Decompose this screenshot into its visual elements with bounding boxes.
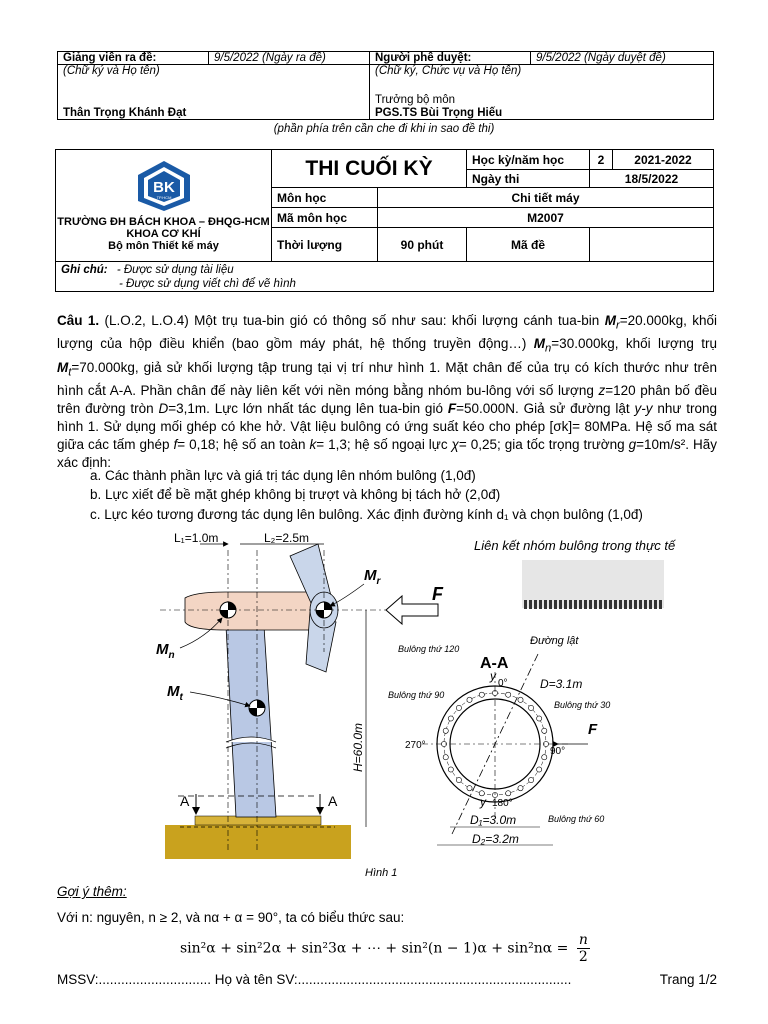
- bolt-hole: [506, 791, 511, 796]
- footer: [57, 972, 717, 987]
- option-b: b. Lực xiết để bề mặt ghép không bị trượt và không bị tách hở (2,0đ): [90, 487, 501, 503]
- bolt-hole: [467, 697, 472, 702]
- label-bolt-60: Bulông thứ 60: [548, 814, 605, 824]
- lecturer-sign-note: (Chữ ký và Họ tên): [63, 65, 160, 77]
- real-bolt: [544, 600, 547, 609]
- mass-marker-mr: [316, 602, 332, 618]
- logo-text: BK: [152, 179, 175, 196]
- question-text-3: =30.000kg, khối lượng trụ: [551, 336, 717, 352]
- note-1: - Được sử dụng tài liệu: [116, 263, 234, 276]
- question-text-11: = 0,25; gia tốc trọng trường: [458, 436, 625, 452]
- approver-label: Người phê duyệt:: [370, 52, 531, 65]
- real-bolt: [619, 600, 622, 609]
- duration-value: 90 phút: [378, 228, 467, 262]
- label-f-section: F: [588, 721, 598, 738]
- label-deg-180: 180°: [492, 798, 513, 809]
- dim-h: H=60.0m: [351, 722, 365, 772]
- label-bolt-90: Bulông thứ 90: [388, 690, 445, 700]
- option-c: c. Lực kéo tương đương tác dụng lên bulông. Xác định đường kính d₁ và chọn bulông (1,0đ): [90, 506, 643, 522]
- real-bolt: [584, 600, 587, 609]
- version-value: [590, 228, 714, 262]
- year-value: 2021-2022: [613, 150, 714, 170]
- real-bolt: [574, 600, 577, 609]
- bolt-hole: [467, 786, 472, 791]
- footer-student-id: MSSV:..............................: [57, 972, 212, 987]
- lecturer-sign-cell: [58, 65, 370, 120]
- bolt-hole: [456, 777, 461, 782]
- real-bolt: [654, 600, 657, 609]
- approval-table: [57, 51, 714, 120]
- label-deg-270: 270°: [405, 740, 426, 751]
- notes-cell: [56, 262, 714, 292]
- semester-value: 2: [590, 150, 613, 170]
- bolt-hole: [506, 692, 511, 697]
- question-outcomes: (L.O.2, L.O.4): [104, 313, 189, 328]
- mass-marker-mt: [249, 700, 265, 716]
- force-arrow: [386, 596, 438, 624]
- bolt-hole: [542, 728, 547, 733]
- bolt-hole: [518, 786, 523, 791]
- semester-label: Học kỳ/năm học: [467, 150, 590, 170]
- label-bolt-120: Bulông thứ 120: [398, 644, 460, 654]
- label-d1: D₁=3.0m: [470, 813, 517, 827]
- notes-label: Ghi chú:: [61, 263, 108, 276]
- bolt-hole: [448, 716, 453, 721]
- hint-line: Với n: nguyên, n ≥ 2, và nα + α = 90°, ta có biểu thức sau:: [57, 910, 405, 925]
- question-text-2: =20.000kg, khối lượng của hộp điều khiển (bao gồm máy phát, hệ thống truyền động…): [57, 313, 718, 352]
- question-text-7: =50.000N. Giả sử đường lật: [456, 401, 630, 417]
- duration-label: Thời lượng: [272, 228, 378, 262]
- label-tipping-line: Đường lật: [530, 635, 579, 647]
- approver-date: 9/5/2022 (Ngày duyệt đề): [531, 52, 714, 65]
- approver-sign-cell: [370, 65, 714, 120]
- real-bolt: [594, 600, 597, 609]
- question-text-10: = 1,3; hệ số ngoại lực: [316, 436, 448, 452]
- code-label: Mã môn học: [272, 208, 378, 228]
- bolt-hole: [528, 705, 533, 710]
- real-flange: [522, 560, 664, 608]
- question-text-12: =10m/s². Hãy xác định:: [57, 436, 717, 470]
- tower: [226, 626, 276, 817]
- faculty-name: KHOA CƠ KHÍ: [126, 228, 201, 240]
- approver-sign-note: (Chữ ký, Chức vụ và Họ tên): [375, 65, 522, 77]
- bolt-hole: [537, 767, 542, 772]
- question-text-9: = 0,18; hệ số an toàn: [177, 436, 306, 452]
- version-label: Mã đề: [467, 228, 590, 262]
- bolt-hole: [443, 755, 448, 760]
- footer-page: Trang 1/2: [659, 972, 717, 987]
- real-bolt: [649, 600, 652, 609]
- label-mr: $M_r$: [364, 567, 381, 587]
- real-bolt: [564, 600, 567, 609]
- bolt-hole: [448, 767, 453, 772]
- logo-sub: TP.HCM: [156, 195, 171, 200]
- real-bolt: [614, 600, 617, 609]
- school-name: TRƯỜNG ĐH BÁCH KHOA – ĐHQG-HCM: [57, 216, 270, 228]
- section-a-left: A: [180, 793, 190, 809]
- lecturer-date: 9/5/2022 (Ngày ra đề): [209, 52, 370, 65]
- note-2: - Được sử dụng viết chì để vẽ hình: [119, 277, 296, 290]
- real-bolt: [634, 600, 637, 609]
- label-mn: $M_n$: [156, 641, 175, 661]
- mass-marker-mn: [220, 602, 236, 618]
- footer-student-name: Họ và tên SV:.........................................................................: [214, 972, 572, 987]
- real-bolt: [524, 600, 527, 609]
- question-text-4: =70.000kg, giả sử khối lượng tập trung tại vị trí như hình 1. Mặt chân đế của trụ có kích thước như trên hình cắt A-A. Phần chân đế này liên kết với nền móng bằng nhóm bu-lông với số lượng: [57, 359, 717, 399]
- bolt-hole: [542, 755, 547, 760]
- bolt-hole: [456, 705, 461, 710]
- real-bolt: [639, 600, 642, 609]
- hint-formula: sin²α + sin²2α + sin²3α + ⋯ + sin²(n − 1)α + sin²nα = $\frac{n}{2}$: [180, 932, 588, 965]
- subject-value: Chi tiết máy: [378, 188, 714, 208]
- label-d2: D₂=3.2m: [472, 832, 519, 846]
- real-bolt: [604, 600, 607, 609]
- label-deg-90: 90°: [550, 746, 566, 757]
- real-bolt: [569, 600, 572, 609]
- question-text-5: =120 phân bố đều trên đường tròn: [57, 383, 717, 417]
- exam-title: THI CUỐI KỲ: [272, 150, 467, 188]
- label-mt: $M_t$: [167, 683, 183, 703]
- question-text-6: =3,1m. Lực lớn nhất tác dụng lên tua-bin gió: [168, 401, 443, 417]
- subject-label: Môn học: [272, 188, 378, 208]
- date-label: Ngày thi: [467, 170, 590, 188]
- real-bolt: [534, 600, 537, 609]
- lecturer-name: Thân Trọng Khánh Đạt: [63, 107, 187, 119]
- code-value: M2007: [378, 208, 714, 228]
- question-text-8: như trong hình 1. Sử dụng mối ghép có khe hở. Vật liệu bulông có ứng suất kéo cho phép [σk]= 80MPa. Hệ số ma sát giữa các tấm ghép: [57, 401, 717, 452]
- approver-name: PGS.TS Bùi Trọng Hiếu: [375, 107, 503, 119]
- label-y-bottom: y: [480, 795, 486, 809]
- label-section: A-A: [480, 655, 509, 672]
- real-bolt: [539, 600, 542, 609]
- question-options: [90, 466, 730, 524]
- bolt-hole: [537, 716, 542, 721]
- date-value: 18/5/2022: [590, 170, 714, 188]
- real-bolt: [659, 600, 662, 609]
- real-bolt: [554, 600, 557, 609]
- real-bolt: [629, 600, 632, 609]
- bolt-hole: [443, 728, 448, 733]
- label-deg-0: 0°: [498, 678, 508, 689]
- label-y-top: y: [490, 669, 496, 683]
- real-bolt: [549, 600, 552, 609]
- hint-title: Gợi ý thêm:: [57, 884, 127, 899]
- question-text-1: Một trụ tua-bin gió có thông số như sau: khối lượng cánh tua-bin: [194, 313, 600, 328]
- label-d: D=3.1m: [540, 677, 583, 691]
- real-bolt: [559, 600, 562, 609]
- foundation: [165, 825, 351, 859]
- question-body: Câu 1. (L.O.2, L.O.4) Một trụ tua-bin gió có thông số như sau: khối lượng cánh tua-bin $M_r=20.000kg$, khối lượng của hộp điều khiển (bao gồm máy phát, hệ thống truyền động…) $M_n=30.000kg$, khối lượng trụ $M_t=70.000kg$, giả sử khối lượng tập trung tại vị trí như hình 1. Mặt chân đế của trụ có kích thước như trên hình cắt A-A. Phần chân đế này liên kết với nền móng bằng nhóm bu-lông với số lượng z=120 phân bố đều trên đường tròn D=3,1m. Lực lớn nhất tác dụng lên tua-bin gió F=50.000N. Giả sử đường lật y-y như trong hình 1. Sử dụng mối ghép có khe hở. Vật liệu bulông có ứng suất kéo cho phép [σk]= 80MPa. Hệ số ma sát giữa các tấm ghép f= 0,18; hệ số an toàn k= 1,3; hệ số ngoại lực χ= 0,25; gia tốc trọng trường g=10m/s². Hãy xác định:: [57, 313, 718, 470]
- bolt-hole: [518, 697, 523, 702]
- department-name: Bộ môn Thiết kế máy: [108, 240, 219, 252]
- cut-note: (phần phía trên cần che đi khi in sao đề thi): [273, 123, 495, 135]
- real-caption: Liên kết nhóm bulông trong thực tế: [474, 538, 676, 553]
- real-bolt: [599, 600, 602, 609]
- bk-logo-icon: [134, 159, 194, 213]
- dim-l2: L₂=2.5m: [264, 531, 310, 545]
- real-bolt: [609, 600, 612, 609]
- label-bolt-30: Bulông thứ 30: [554, 700, 611, 710]
- real-bolt: [589, 600, 592, 609]
- real-bolt: [624, 600, 627, 609]
- lecturer-label: Giảng viên ra đề:: [58, 52, 209, 65]
- label-f: F: [432, 584, 443, 604]
- bolt-hole: [528, 777, 533, 782]
- real-bolt: [644, 600, 647, 609]
- bolt-hole: [479, 692, 484, 697]
- question-heading: Câu 1.: [57, 313, 100, 328]
- school-cell: [56, 150, 272, 262]
- option-a: a. Các thành phần lực và giá trị tác dụng lên nhóm bulông (1,0đ): [90, 468, 476, 483]
- real-bolt: [529, 600, 532, 609]
- approver-title: Trưởng bộ môn: [375, 94, 456, 106]
- real-bolt: [579, 600, 582, 609]
- exam-info-table: [55, 149, 714, 292]
- dim-l1: L₁=1.0m: [174, 531, 219, 545]
- section-a-right: A: [328, 793, 338, 809]
- figure-caption: Hình 1: [365, 867, 398, 879]
- figure-1: [140, 522, 730, 882]
